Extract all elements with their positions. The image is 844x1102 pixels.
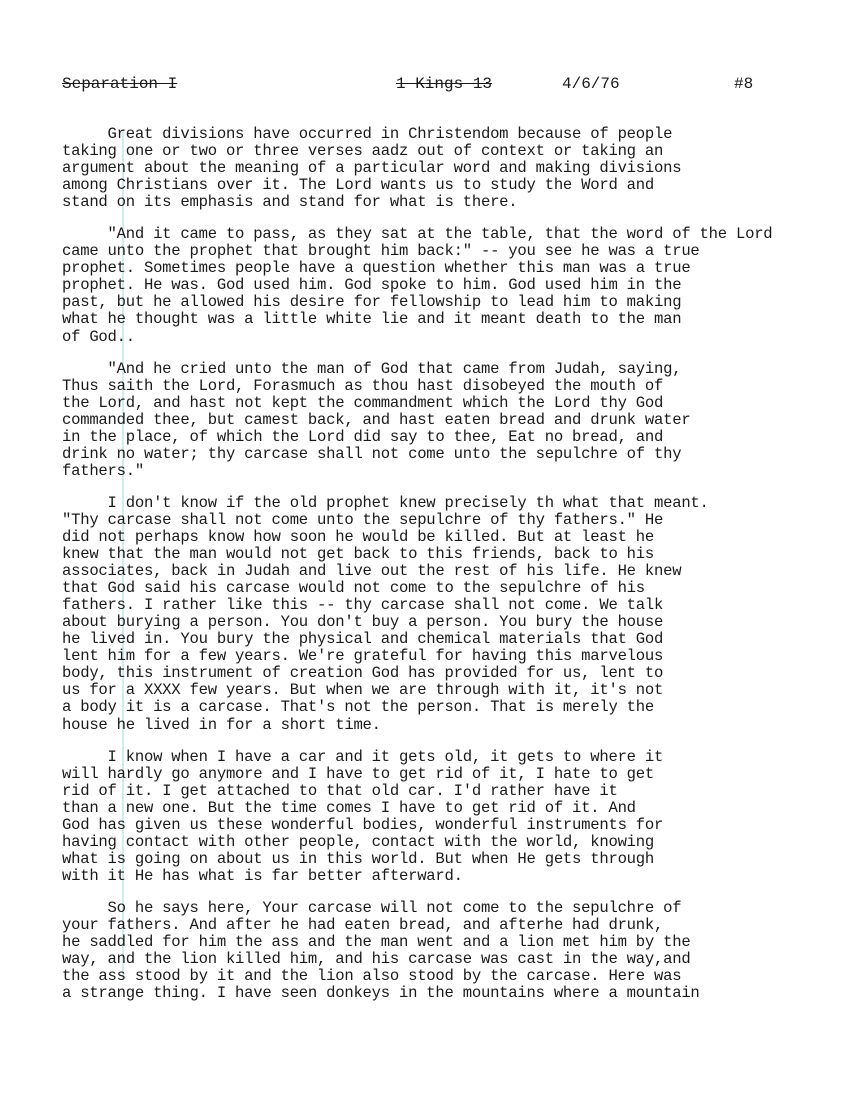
text-line: I know when I have a car and it gets old, it gets to where it [62, 747, 664, 766]
text-line: us for a XXXX few years. But when we are through with it, it's not [62, 681, 664, 700]
text-line: what he thought was a little white lie and it meant death to the man [62, 310, 682, 329]
text-line: taking one or two or three verses aadz out of context or taking an [62, 142, 664, 161]
text-line: "Thy carcase shall not come unto the sepulchre of thy fathers." He [62, 510, 664, 529]
text-line: way, and the lion killed him, and his carcase was cast in the way,and [62, 950, 691, 969]
text-line: "And it came to pass, as they sat at the table, that the word of the Lord [62, 225, 773, 244]
text-line: he saddled for him the ass and the man went and a lion met him by the [62, 933, 691, 952]
text-line: Thus saith the Lord, Forasmuch as thou hast disobeyed the mouth of [62, 376, 664, 395]
text-line: knew that the man would not get back to this friends, back to his [62, 545, 655, 564]
text-line: with it He has what is far better afterward. [62, 866, 463, 885]
text-line: that God said his carcase would not come to the sepulchre of his [62, 579, 645, 598]
header-date: 4/6/76 [562, 75, 620, 93]
paragraph [62, 226, 838, 345]
text-line: I don't know if the old prophet knew precisely th what that meant. [62, 493, 709, 512]
text-line: body, this instrument of creation God has provided for us, lent to [62, 664, 664, 683]
text-line: what is going on about us in this world. But when He gets through [62, 849, 655, 868]
text-line: rid of it. I get attached to that old car. I'd rather have it [62, 781, 618, 800]
text-line: did not perhaps know how soon he would be killed. But at least he [62, 527, 655, 546]
header-page-number: #8 [734, 75, 754, 93]
paragraph [62, 361, 838, 480]
text-line: fathers. I rather like this -- thy carcase shall not come. We talk [62, 596, 664, 615]
text-line: God has given us these wonderful bodies, wonderful instruments for [62, 815, 664, 834]
text-line: among Christians over it. The Lord wants us to study the Word and [62, 176, 655, 195]
text-line: drink no water; thy carcase shall not come unto the sepulchre of thy [62, 444, 682, 463]
text-line: prophet. Sometimes people have a question whether this man was a true [62, 259, 691, 278]
text-line: he lived in. You bury the physical and chemical materials that God [62, 630, 664, 649]
text-line: about burying a person. You don't buy a person. You bury the house [62, 613, 664, 632]
text-line: the Lord, and hast not kept the commandment which the Lord thy God [62, 393, 664, 412]
text-line: past, but he allowed his desire for fellowship to lead him to making [62, 293, 682, 312]
header-title: Separation I [62, 75, 178, 93]
text-line: a body it is a carcase. That's not the person. That is merely the [62, 698, 655, 717]
text-line: of God.. [62, 327, 135, 346]
paragraph [62, 126, 838, 211]
text-line: came unto the prophet that brought him back:" -- you see he was a true [62, 242, 700, 261]
text-line: your fathers. And after he had eaten bread, and afterhe had drunk, [62, 915, 664, 934]
text-line: in the place, of which the Lord did say to thee, Eat no bread, and [62, 427, 664, 446]
text-line: Great divisions have occurred in Christendom because of people [62, 125, 673, 143]
text-line: commanded thee, but camest back, and hast eaten bread and drunk water [62, 410, 691, 429]
text-line: fathers." [62, 461, 144, 480]
header-scripture-reference: 1 Kings 13 [396, 75, 493, 93]
paragraph [62, 495, 838, 734]
text-line: prophet. He was. God used him. God spoke to him. God used him in the [62, 276, 682, 295]
text-line: argument about the meaning of a particular word and making divisions [62, 159, 682, 178]
text-line: house he lived in for a short time. [62, 715, 381, 734]
text-line: So he says here, Your carcase will not come to the sepulchre of [62, 898, 682, 917]
text-line: than a new one. But the time comes I have to get rid of it. And [62, 798, 636, 817]
text-line: the ass stood by it and the lion also stood by the carcase. Here was [62, 967, 682, 986]
text-line: having contact with other people, contact with the world, knowing [62, 832, 655, 851]
text-line: lent him for a few years. We're grateful for having this marvelous [62, 647, 664, 666]
document-body [62, 126, 838, 1017]
text-line: will hardly go anymore and I have to get rid of it, I hate to get [62, 764, 655, 783]
text-line: a strange thing. I have seen donkeys in the mountains where a mountain [62, 984, 700, 1003]
text-line: associates, back in Judah and live out the rest of his life. He knew [62, 562, 682, 581]
document-header [62, 74, 822, 98]
paragraph [62, 900, 838, 1002]
text-line: "And he cried unto the man of God that came from Judah, saying, [62, 359, 682, 378]
paragraph [62, 749, 838, 885]
text-line: stand on its emphasis and stand for what is there. [62, 193, 518, 212]
